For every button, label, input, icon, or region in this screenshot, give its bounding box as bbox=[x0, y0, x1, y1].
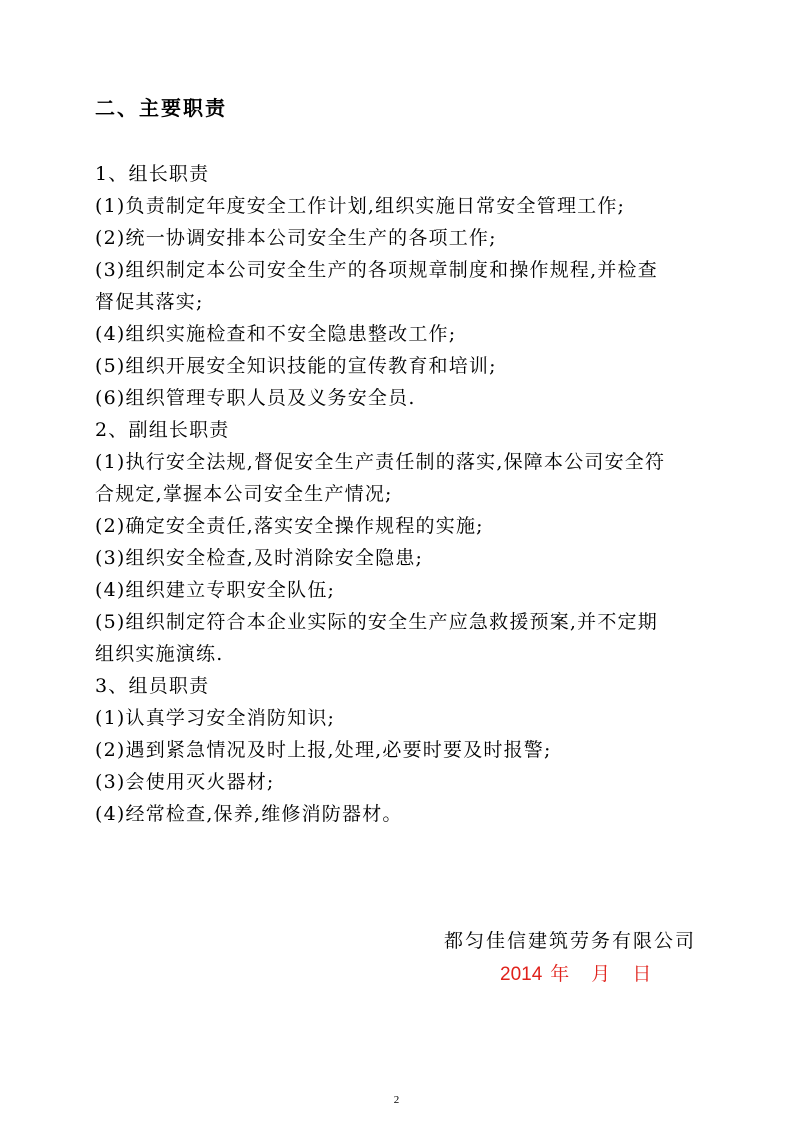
duty-item-continuation: 合规定,掌握本公司安全生产情况; bbox=[95, 483, 393, 505]
duty-item: (1)认真学习安全消防知识; bbox=[95, 707, 336, 729]
date-year-unit: 年 bbox=[550, 964, 570, 985]
duty-item: (6)组织管理专职人员及义务安全员. bbox=[95, 387, 416, 409]
signature-date bbox=[500, 959, 651, 986]
duty-item: (2)统一协调安排本公司安全生产的各项工作; bbox=[95, 227, 497, 249]
section-heading: 二、主要职责 bbox=[95, 96, 227, 120]
duty-item-continuation: 组织实施演练. bbox=[95, 643, 224, 665]
duty-item: (3)组织制定本公司安全生产的各项规章制度和操作规程,并检查 bbox=[95, 259, 658, 281]
duty-item: (5)组织制定符合本企业实际的安全生产应急救援预案,并不定期 bbox=[95, 611, 658, 633]
duty-item: (4)组织实施检查和不安全隐患整改工作; bbox=[95, 323, 457, 345]
subsection-heading: 2、副组长职责 bbox=[95, 419, 230, 441]
date-day-unit: 日 bbox=[632, 964, 652, 985]
date-month-unit: 月 bbox=[591, 964, 611, 985]
date-year: 2014 bbox=[500, 964, 543, 985]
company-signature: 都匀佳信建筑劳务有限公司 bbox=[443, 930, 696, 952]
duty-item: (2)确定安全责任,落实安全操作规程的实施; bbox=[95, 515, 484, 537]
duty-item: (3)组织安全检查,及时消除安全隐患; bbox=[95, 547, 424, 569]
duty-item: (3)会使用灭火器材; bbox=[95, 771, 275, 793]
duty-item: (4)经常检查,保养,维修消防器材。 bbox=[95, 803, 403, 825]
page-number: 2 bbox=[393, 1094, 400, 1106]
subsection-heading: 3、组员职责 bbox=[95, 675, 210, 697]
duty-item: (1)负责制定年度安全工作计划,组织实施日常安全管理工作; bbox=[95, 195, 626, 217]
body-text bbox=[95, 158, 705, 830]
duty-item: (4)组织建立专职安全队伍; bbox=[95, 579, 336, 601]
duty-item: (2)遇到紧急情况及时上报,处理,必要时要及时报警; bbox=[95, 739, 552, 761]
duty-item-continuation: 督促其落实; bbox=[95, 291, 204, 313]
duty-item: (1)执行安全法规,督促安全生产责任制的落实,保障本公司安全符 bbox=[95, 451, 666, 473]
duty-item: (5)组织开展安全知识技能的宣传教育和培训; bbox=[95, 355, 497, 377]
subsection-heading: 1、组长职责 bbox=[95, 163, 210, 185]
